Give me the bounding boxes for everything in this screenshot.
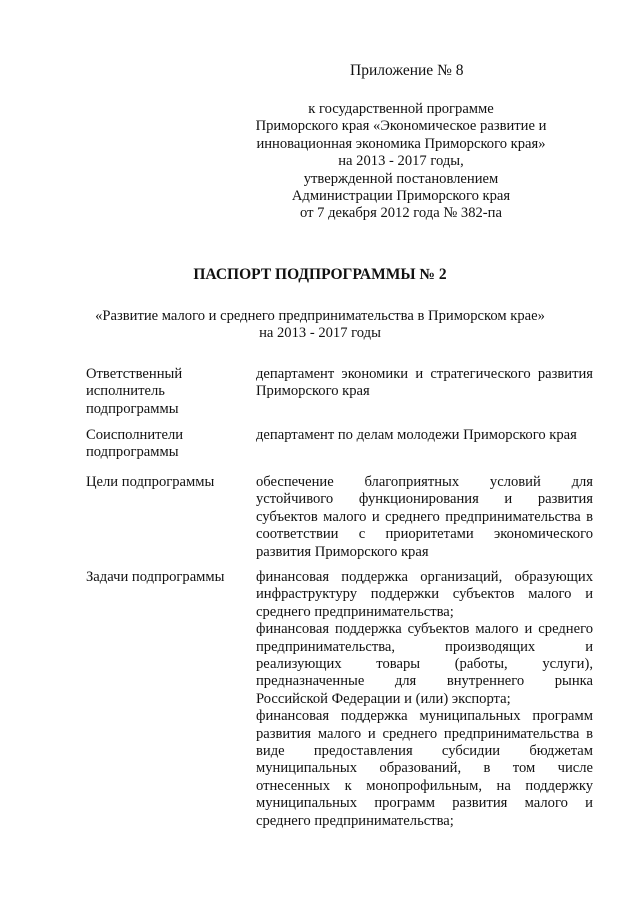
label-line: Ответственный xyxy=(86,366,183,382)
annex-line: от 7 декабря 2012 года № 382-па xyxy=(300,205,502,222)
value-line: обеспечение благоприятных условий для xyxy=(256,474,593,490)
value-line: реализующих товары (работы, услуги), xyxy=(256,656,593,673)
value-line: отнесенных к монопрофильным, на поддержку xyxy=(256,777,593,794)
annex-caption xyxy=(236,101,566,223)
passport-subtitle xyxy=(0,308,640,343)
label-line: Соисполнители xyxy=(86,427,184,443)
row-value xyxy=(256,569,593,830)
row-label xyxy=(86,427,246,462)
value-line: предпринимательства, производящих и xyxy=(256,638,593,655)
value-line: развития малого и среднего предпринимательства в xyxy=(256,725,593,742)
annex-line: инновационная экономика Приморского края» xyxy=(256,135,546,152)
value-line: финансовая поддержка муниципальных программ xyxy=(256,708,593,725)
annex-line: Приморского края «Экономическое развитие и xyxy=(255,118,547,135)
label-line: подпрограммы xyxy=(86,400,179,417)
passport-title: ПАСПОРТ ПОДПРОГРАММЫ № 2 xyxy=(193,266,447,283)
value-line: департамент экономики и стратегического развития xyxy=(256,366,593,382)
value-line: муниципальных образований, в том числе xyxy=(256,760,593,777)
annex-line: утвержденной постановлением xyxy=(303,170,499,187)
row-label xyxy=(86,366,246,418)
value-line: среднего предпринимательства; xyxy=(256,812,454,829)
subtitle-line: на 2013 - 2017 годы xyxy=(259,325,381,342)
row-label xyxy=(86,474,246,491)
value-line: среднего предпринимательства; xyxy=(256,603,454,620)
value-line: муниципальных программ развития малого и xyxy=(256,795,593,812)
value-line: Приморского края xyxy=(256,383,370,400)
row-value xyxy=(256,427,593,444)
value-line: департамент по делам молодежи Приморского края xyxy=(256,427,577,443)
value-line: финансовая поддержка организаций, образующих xyxy=(256,569,593,585)
value-line: развития Приморского края xyxy=(256,543,429,560)
annex-title: Приложение № 8 xyxy=(350,62,464,79)
value-line: Российской Федерации и (или) экспорта; xyxy=(256,690,511,707)
row-value xyxy=(256,474,593,561)
value-line: предназначенные для внутреннего рынка xyxy=(256,673,593,690)
value-line: субъектов малого и среднего предпринимательства в xyxy=(256,508,593,525)
annex-line: Администрации Приморского края xyxy=(291,188,511,205)
value-line: соответствии с приоритетами экономического xyxy=(256,526,593,543)
row-value xyxy=(256,366,593,401)
value-line: финансовая поддержка субъектов малого и среднего xyxy=(256,621,593,638)
value-line: устойчивого функционирования и развития xyxy=(256,491,593,508)
value-line: виде предоставления субсидии бюджетам xyxy=(256,743,593,760)
value-line: инфраструктуру поддержки субъектов малого и xyxy=(256,586,593,603)
label-line: исполнитель xyxy=(86,383,165,400)
row-label xyxy=(86,569,246,586)
subtitle-line: «Развитие малого и среднего предпринимательства в Приморском крае» xyxy=(95,308,545,324)
label-line: Задачи подпрограммы xyxy=(86,569,225,585)
label-line: подпрограммы xyxy=(86,444,179,461)
label-line: Цели подпрограммы xyxy=(86,474,215,490)
annex-line: на 2013 - 2017 годы, xyxy=(338,153,464,170)
annex-line: к государственной программе xyxy=(308,101,494,117)
